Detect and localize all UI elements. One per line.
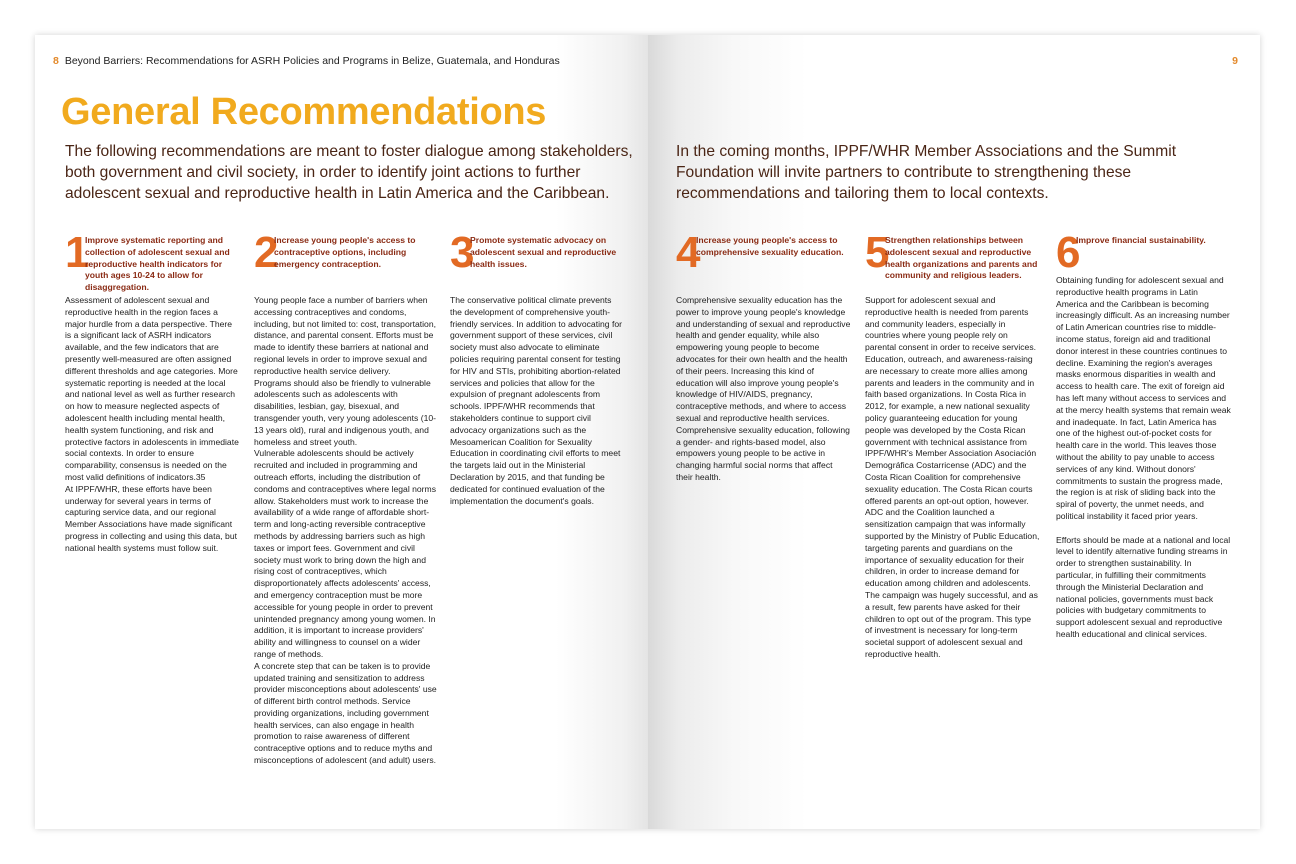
recommendation-heading: Strengthen relationships between adolescent sexual and reproductive health organizations and parents and community and religious leaders. bbox=[885, 235, 1038, 281]
recommendation-heading: Improve systematic reporting and collection of adolescent sexual and reproductive health indicators for youth ages 10-24 to allow for disaggregation. bbox=[85, 235, 230, 293]
right-page-number: 9 bbox=[1232, 55, 1238, 67]
recommendation-body: Obtaining funding for adolescent sexual and reproductive health programs in Latin America and the Caribbean is becoming increasingly difficult. As an increasing number of Latin American countries rise to middle-income status, foreign aid and traditional donor interest in these countries continues to decline. Examining the region's averages masks enormous disparities in wealth and access to health care. The exit of foreign aid has left many without access to services and at the mercy health systems that remain weak and inadequate. In fact, Latin America has one of the highest out-of-pocket costs for health care in the world. This leaves those without the ability to pay unable to access services of any kind. Without donors' commitments to sustain the progress made, the region is at risk of sliding back into the spiral of poverty, the unmet needs, and political instability it faced prior years. Efforts should be made at a national and local level to identify alternative funding streams in order to strengthen sustainability. In particular, in fulfilling their commitments through the Ministerial Declaration and national policies, governments must back policies with budgetary commitments to support adolescent sexual and reproductive health educational and clinical services. bbox=[1056, 275, 1231, 639]
recommendation-body: Support for adolescent sexual and reproductive health is needed from parents and community leaders, especially in countries where young people rely on parental consent in order to receive services. Education, outreach, and awareness-raising are necessary to create more allies among parents and leaders in the community and in faith based organizations. In Costa Rica in 2012, for example, a new national sexuality policy guaranteeing education for young people was developed by the Costa Rican government with technical assistance from IPPF/WHR's Member Association Asociación Demográfica Costarricense (ADC) and the Costa Rican Coalition for comprehensive sexuality education. The Costa Rican courts offered parents an opt-out option, however. ADC and the Coalition launched a sensitization campaign that was informally supported by the Ministry of Public Education, targeting parents and guardians on the importance of sexuality education for their children, in order to increase demand for education among children and adolescents. The campaign was hugely successful, and as a result, few parents have asked for their children to opt out of the program. This type of investment is necessary for long-term societal support of adolescent sexual and reproductive health. bbox=[865, 295, 1040, 659]
recommendation-6 bbox=[1056, 228, 1231, 641]
recommendation-number: 2 bbox=[254, 228, 279, 277]
page-title: General Recommendations bbox=[61, 91, 547, 133]
recommendation-body: The conservative political climate prevents the development of comprehensive youth-friendly services. In addition to advocating for government support of these services, civil society must also advocate to eliminate policies requiring parental consent for testing for HIV and STIs, prohibiting abortion-related services and policies that allow for the expulsion of pregnant adolescents from schools. IPPF/WHR recommends that stakeholders continue to support civil advocacy organizations such as the Mesoamerican Coalition for Sexuality Education in coordinating civil efforts to meet the targets laid out in the Ministerial Declaration by 2015, and that funding be dedicated for continued evaluation of the implementation the document's goals. bbox=[450, 295, 622, 506]
left-page bbox=[35, 35, 648, 829]
recommendation-2 bbox=[254, 228, 440, 767]
recommendation-1 bbox=[65, 228, 240, 555]
recommendation-number: 6 bbox=[1056, 228, 1081, 277]
left-intro: The following recommendations are meant to foster dialogue among stakeholders, both government and civil society, in order to identify joint actions to further adolescent sexual and reproductive health in Latin America and the Caribbean. bbox=[65, 143, 633, 202]
recommendation-body: Assessment of adolescent sexual and reproductive health in the region faces a major hurdle from a data perspective. There is a significant lack of ASRH indicators available, and the few indicators that are presently well-measured are often assigned different thresholds and age categories. More systematic reporting is needed at the local and national level as well as further research on how to measure neglected aspects of adolescent health including mental health, health system functioning, and risk and protective factors in adolescents in immediate social contexts. In order to ensure comparability, consensus is needed on the most valid definitions of indicators.35 At IPPF/WHR, these efforts have been underway for several years in terms of capturing service data, and our regional Member Associations have made significant progress in collecting and using this data, but national health systems must follow suit. bbox=[65, 295, 239, 553]
recommendation-heading: Improve financial sustainability. bbox=[1076, 235, 1206, 245]
recommendation-4 bbox=[676, 228, 851, 484]
running-head bbox=[53, 55, 560, 67]
recommendation-heading: Increase young people's access to comprehensive sexuality education. bbox=[696, 235, 844, 257]
booklet-spread bbox=[35, 35, 1260, 829]
recommendation-heading: Increase young people's access to contraceptive options, including emergency contraception. bbox=[274, 235, 416, 269]
right-page bbox=[648, 35, 1260, 829]
recommendation-5 bbox=[865, 228, 1040, 661]
left-page-number: 8 bbox=[53, 55, 59, 67]
recommendation-number: 3 bbox=[450, 228, 475, 277]
recommendation-number: 1 bbox=[65, 228, 90, 277]
recommendation-3 bbox=[450, 228, 625, 507]
recommendation-number: 4 bbox=[676, 228, 701, 277]
recommendation-number: 5 bbox=[865, 228, 890, 277]
recommendation-body: Comprehensive sexuality education has the power to improve young people's knowledge and understanding of sexual and reproductive health and gender equality, while also empowering young people to become advocates for their own health and the health of their peers. Increasing this kind of education will also improve young people's knowledge of HIV/AIDS, pregnancy, contraceptive methods, and where to access sexual and reproductive health services. Comprehensive sexuality education, following a gender- and rights-based model, also empowers young people to be active in changing harmful social norms that affect their health. bbox=[676, 295, 851, 482]
running-head-text: Beyond Barriers: Recommendations for ASRH Policies and Programs in Belize, Guatemala, and Honduras bbox=[64, 55, 560, 67]
right-intro: In the coming months, IPPF/WHR Member Associations and the Summit Foundation will invite partners to contribute to strengthening these recommendations and tailoring them to local contexts. bbox=[676, 143, 1177, 202]
recommendation-heading: Promote systematic advocacy on adolescent sexual and reproductive health issues. bbox=[470, 235, 617, 269]
recommendation-body: Young people face a number of barriers when accessing contraceptives and condoms, including, but not limited to: cost, transportation, distance, and parental consent. Efforts must be made to identify these barriers at national and regional levels in order to improve sexual and reproductive health service delivery. Programs should also be friendly to vulnerable adolescents such as adolescents with disabilities, lesbian, gay, bisexual, and transgender youth, very young adolescents (10-13 years old), rural and indigenous youth, and homeless and street youth. Vulnerable adolescents should be actively recruited and included in programming and outreach efforts, including the distribution of condoms and contraceptives where legal norms allow. Stakeholders must work to increase the availability of a wide range of affordable short-term and long-acting reversible contraceptive methods by addressing barriers such as high taxes or import fees. Government and civil society must work to bring down the high and rising cost of contraceptives, which disproportionately affects adolescents' access, and emergency contraception must be more accessible for young people in order to prevent unintended pregnancy among young women. In addition, it is important to increase providers' ability and willingness to counsel on a wider range of methods. A concrete step that can be taken is to provide updated training and sensitization to address provider misconceptions about adolescents' use of different birth control methods. Service providing organizations, including government health services, can also engage in health promotion to raise awareness of different contraceptive options and to reduce myths and misconceptions of adolescent (and adult) users. bbox=[254, 295, 437, 766]
